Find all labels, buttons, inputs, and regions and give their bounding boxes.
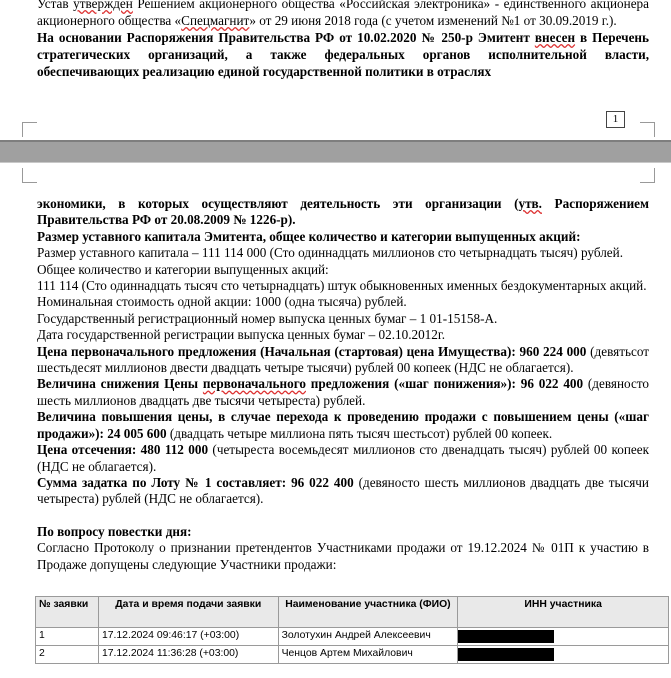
cell-inn <box>458 628 669 646</box>
nominal-line: Номинальная стоимость одной акции: 1000 (одна тысяча) рублей. <box>37 294 407 310</box>
col-header-submit-datetime: Дата и время подачи заявки <box>98 597 278 628</box>
spell-flagged-word: утв. <box>518 196 542 211</box>
cell-app-number: 2 <box>36 646 99 664</box>
initial-price: Цена первоначального предложения (Начальная (стартовая) цена Имущества): 960 224 000 (девятьсот шестьдесят миллионов двести двадцать четыре тысячи) рублей 00 копеек (НДС не облагается). <box>37 343 650 376</box>
page-corner-mark <box>640 122 655 137</box>
shares-line: 111 114 (Сто одиннадцать тысяч сто четырнадцать) штук обыкновенных именных бездокументарных акций. <box>37 278 647 294</box>
cell-inn <box>458 646 669 664</box>
decree-text: На основании Распоряжения Правительства РФ от 10.02.2020 № 250-р Эмитент <box>37 30 535 45</box>
cell-submit-datetime: 17.12.2024 11:36:28 (+03:00) <box>98 646 278 664</box>
page-2-text <box>37 196 649 573</box>
capital-line: Размер уставного капитала – 111 114 000 (Сто одиннадцать миллионов сто четырнадцать тысяч) рублей. <box>37 245 624 261</box>
spell-flagged-word: внесен <box>534 30 576 45</box>
page-corner-mark <box>640 168 655 183</box>
spell-flagged-word: Спецмагнит <box>181 13 250 28</box>
participants-table <box>35 596 669 664</box>
regdate-line: Дата государственной регистрации выпуска ценных бумаг – 02.10.2012г. <box>37 327 446 343</box>
cutoff-price: Цена отсечения: 480 112 000 (четыреста восемьдесят миллионов сто двенадцать тысяч) рублей 00 копеек (НДС не облагается). <box>37 442 649 474</box>
redaction-block <box>458 630 554 643</box>
step-down: Величина снижения Цены первоначального предложения («шаг понижения»): 96 022 400 (девяносто шесть миллионов двадцать две тысячи четыреста) рублей. <box>37 376 650 408</box>
step-up: Величина повышения цены, в случае перехода к проведению продажи с повышением цены («шаг продажи»): 24 005 600 (двадцать четыре миллиона пять тысяч шестьсот) рублей 00 копеек. <box>37 409 649 441</box>
agenda-line: Согласно Протоколу о признании претендентов Участниками продажи от 19.12.2024 № 01П к участию в Продаже допущены следующие Участники продажи: <box>37 540 649 572</box>
document-page-2 <box>0 163 671 678</box>
document-page-1 <box>0 0 671 140</box>
page-corner-mark <box>22 168 37 183</box>
charter-text: Решением акционерного общества «Российская электроника» - единственного акционера акционерного общества « <box>37 0 650 28</box>
cell-submit-datetime: 17.12.2024 09:46:17 (+03:00) <box>98 628 278 646</box>
col-header-participant-name: Наименование участника (ФИО) <box>278 597 458 628</box>
page-number: 1 <box>606 111 625 128</box>
charter-text: » от 29 июня 2018 года (с учетом изменений №1 от 30.09.2019 г.). <box>249 13 617 28</box>
decree-continuation: экономики, в которых осуществляют деятельность эти организации (утв. Распоряжением Правительства РФ от 20.08.2009 № 1226-р). <box>37 196 649 228</box>
deposit-amount: Сумма задатка по Лоту № 1 составляет: 96 022 400 (девяносто шесть миллионов двадцать две тысячи четыреста) рублей (НДС не облагается). <box>37 474 649 507</box>
cell-participant-name: Ченцов Артем Михайлович <box>278 646 458 664</box>
col-header-inn: ИНН участника <box>458 597 669 628</box>
spell-flagged-word: утвержден <box>73 0 133 11</box>
agenda-heading: По вопросу повестки дня: <box>37 523 192 539</box>
regnum-line: Государственный регистрационный номер выпуска ценных бумаг – 1 01-15158-А. <box>37 310 498 326</box>
table-row <box>36 628 669 646</box>
page-separator <box>0 140 671 163</box>
decree-text: в Перечень стратегических организаций, а также федеральных органов исполнительной власти, обеспечивающих реализацию единой государственной политики в отраслях <box>37 30 649 79</box>
capital-heading: Размер уставного капитала Эмитента, общее количество и категории выпущенных акций: <box>37 228 581 244</box>
cell-participant-name: Золотухин Андрей Алексеевич <box>278 628 458 646</box>
redaction-block <box>458 648 554 661</box>
page-1-text <box>37 0 649 80</box>
spell-flagged-word: первоначального <box>202 376 306 392</box>
shares-heading: Общее количество и категории выпущенных акций: <box>37 261 329 277</box>
charter-text: Устав <box>37 0 74 11</box>
col-header-app-number: № заявки <box>36 597 99 628</box>
table-header-row <box>36 597 669 628</box>
page-corner-mark <box>22 122 37 137</box>
cell-app-number: 1 <box>36 628 99 646</box>
table-row <box>36 646 669 664</box>
